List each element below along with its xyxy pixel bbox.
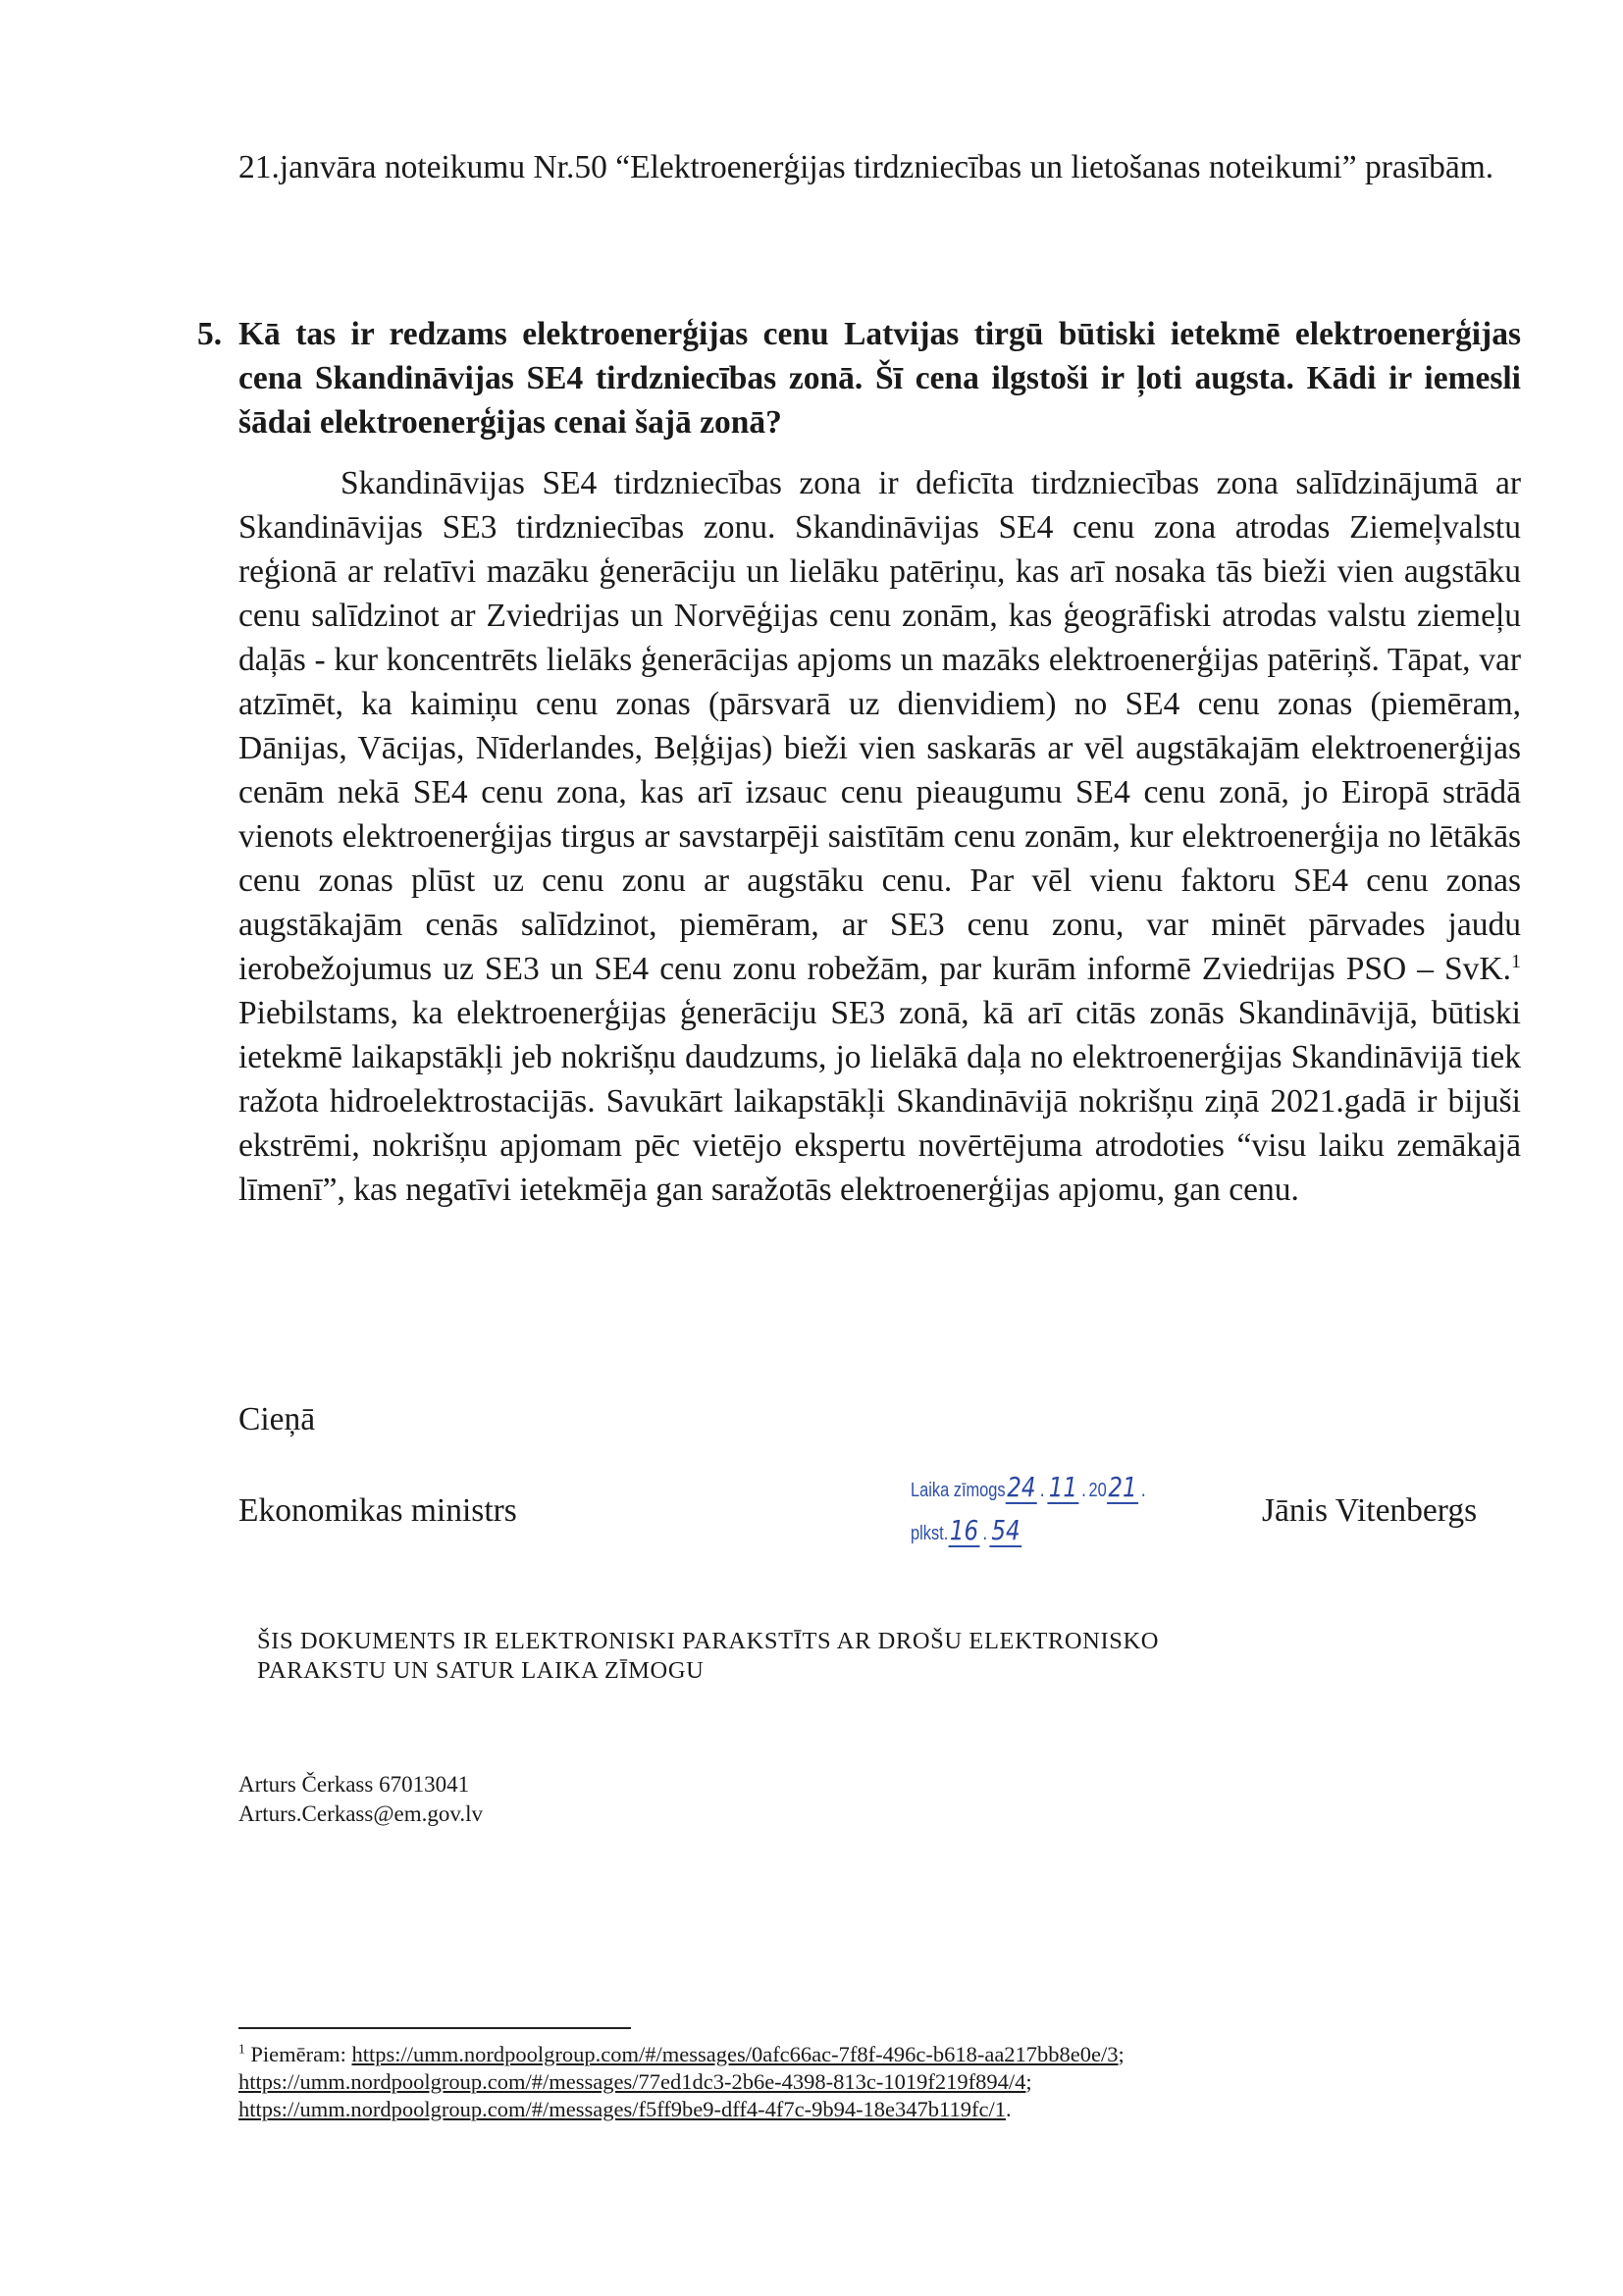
stamp-hour: 16 bbox=[949, 1514, 979, 1546]
question-5 bbox=[197, 312, 1521, 444]
closing-regards: Cieņā bbox=[238, 1401, 316, 1437]
footnote-label: Piemēram: bbox=[250, 2042, 346, 2066]
notice-line-2: PARAKSTU UN SATUR LAIKA ZĪMOGU bbox=[257, 1657, 705, 1684]
notice-line-1: ŠIS DOKUMENTS IR ELEKTRONISKI PARAKSTĪTS AR DROŠU ELEKTRONISKO bbox=[257, 1628, 1160, 1654]
e-signature-notice bbox=[257, 1627, 1159, 1686]
stamp-time-row: plkst.16 . 54 bbox=[911, 1514, 1021, 1546]
footnote-marker: 1 bbox=[238, 2041, 245, 2057]
footnote-link-1[interactable]: https://umm.nordpoolgroup.com/#/messages/0afc66ac-7f8f-496c-b618-aa217bb8e0e/3 bbox=[351, 2042, 1119, 2066]
footnote-line-3 bbox=[238, 2096, 1125, 2123]
timestamp-stamp bbox=[911, 1465, 1225, 1553]
question-text: Kā tas ir redzams elektroenerģijas cenu Latvijas tirgū būtiski ietekmē elektroenerģijas cena Skandināvijas SE4 tirdzniecības zonā. Šī cena ilgstoši ir ļoti augsta. Kādi ir iemesli šādai elektroenerģijas cenai šajā zonā? bbox=[238, 316, 1521, 441]
stamp-year-prefix: 20 bbox=[1088, 1480, 1107, 1501]
footnote-separator-3: . bbox=[1005, 2097, 1012, 2121]
stamp-date-row: Laika zīmogs24 . 11 . 2021 . bbox=[911, 1471, 1146, 1503]
stamp-month: 11 bbox=[1048, 1471, 1077, 1503]
footnote-link-2[interactable]: https://umm.nordpoolgroup.com/#/messages/77ed1dc3-2b6e-4398-813c-1019f219f894/4 bbox=[238, 2069, 1026, 2094]
footnote-reference[interactable]: 1 bbox=[1510, 950, 1521, 972]
footnote-separator-2: ; bbox=[1025, 2069, 1032, 2094]
stamp-day: 24 bbox=[1007, 1471, 1036, 1503]
footnote-link-3[interactable]: https://umm.nordpoolgroup.com/#/messages/f5ff9be9-dff4-4f7c-9b94-18e347b119fc/1 bbox=[238, 2097, 1006, 2121]
answer-text-part2: Piebilstams, ka elektroenerģijas ģenerāciju SE3 zonā, kā arī citās zonās Skandināvijā, būtiski ietekmē laikapstākļi jeb nokrišņu daudzums, jo lielākā daļa no elektroenerģijas Skandināvijā tiek ražota hidroelektrostacijās. Savukārt laikapstākļi Skandināvijā nokrišņu ziņā 2021.gadā ir bijuši ekstrēmi, nokrišņu apjomam pēc vietējo ekspertu novērtējuma atrodoties “visu laiku zemākajā līmenī”, kas negatīvi ietekmēja gan saražotās elektroenerģijas apjomu, gan cenu. bbox=[238, 995, 1521, 1208]
answer-paragraph bbox=[238, 461, 1521, 1212]
footnote-divider bbox=[238, 2027, 631, 2029]
footnote-1 bbox=[238, 2041, 1125, 2123]
answer-text-part1: Skandināvijas SE4 tirdzniecības zona ir deficīta tirdzniecības zona salīdzinājumā ar Skandināvijas SE3 tirdzniecības zonu. Skandināvijas SE4 cenu zona atrodas Ziemeļvalstu reģionā ar relatīvi mazāku ģenerāciju un lielāku patēriņu, kas arī nosaka tās bieži vien augstāku cenu salīdzinot ar Zviedrijas un Norvēģijas cenu zonām, kas ģeogrāfiski atrodas valstu ziemeļu daļās - kur koncentrēts lielāks ģenerācijas apjoms un mazāks elektroenerģijas patēriņš. Tāpat, var atzīmēt, ka kaimiņu cenu zonas (pārsvarā uz dienvidiem) no SE4 cenu zonas (piemēram, Dānijas, Vācijas, Nīderlandes, Beļģijas) bieži vien saskarās ar vēl augstākajām elektroenerģijas cenām nekā SE4 cenu zona, kas arī izsauc cenu pieaugumu SE4 cenu zonā, jo Eiropā strādā vienots elektroenerģijas tirgus ar savstarpēji saistītām cenu zonām, kur elektroenerģija no lētākās cenu zonas plūst uz cenu zonu ar augstāku cenu. Par vēl vienu faktoru SE4 cenu zonas augstākajām cenās salīdzinot, piemēram, ar SE3 cenu zonu, var minēt pārvades jaudu ierobežojumus uz SE3 un SE4 cenu zonu robežām, par kurām informē Zviedrijas PSO – SvK. bbox=[238, 465, 1521, 987]
contact-block bbox=[238, 1770, 483, 1829]
minister-title: Ekonomikas ministrs bbox=[238, 1492, 517, 1529]
intro-paragraph: 21.janvāra noteikumu Nr.50 “Elektroenerģijas tirdzniecības un lietošanas noteikumi” prasībām. bbox=[238, 149, 1494, 185]
stamp-time-label: plkst. bbox=[911, 1523, 949, 1544]
contact-name-phone: Arturs Čerkass 67013041 bbox=[238, 1772, 470, 1797]
question-number: 5. bbox=[197, 316, 223, 352]
footnote-line-2 bbox=[238, 2068, 1125, 2096]
footnote-line-1 bbox=[238, 2041, 1125, 2068]
stamp-year-suffix: 21 bbox=[1108, 1471, 1137, 1503]
footnote-separator-1: ; bbox=[1118, 2042, 1125, 2066]
stamp-minute: 54 bbox=[991, 1514, 1021, 1546]
contact-email[interactable]: Arturs.Cerkass@em.gov.lv bbox=[238, 1801, 484, 1826]
stamp-date-label: Laika zīmogs bbox=[911, 1480, 1006, 1501]
minister-name: Jānis Vitenbergs bbox=[1262, 1492, 1478, 1529]
